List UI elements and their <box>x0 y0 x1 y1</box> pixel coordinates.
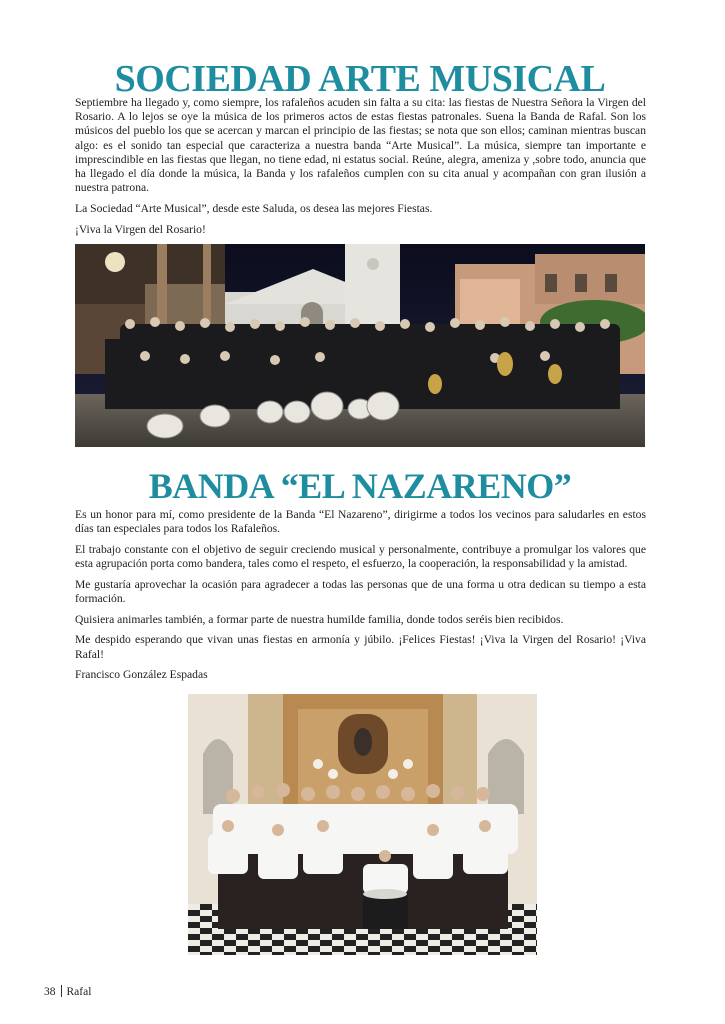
page-number: 38 <box>44 986 56 998</box>
el-nazareno-paragraph: Quisiera animarles también, a formar parte de nuestra humilde familia, donde todos seréis bien recibidos. <box>75 612 564 626</box>
youth-band-church-photo <box>188 694 537 955</box>
el-nazareno-paragraph: El trabajo constante con el objetivo de seguir creciendo musical y personalmente, contribuye a promulgar los valores que esta agrupación porta como bandera, tales como el respeto, el esfuerzo, la cooperación, la responsabilidad y la amistad. <box>75 542 646 571</box>
arte-musical-paragraph: ¡Viva la Virgen del Rosario! <box>75 222 206 236</box>
arte-musical-paragraph: Septiembre ha llegado y, como siempre, los rafaleños acuden sin falta a su cita: las fiestas de Nuestra Señora la Virgen del Rosario. A lo lejos se oye la música de los primeros actos de estas fiestas patronales. Suena la Banda de Rafal. Son los músicos del pueblo los que se acercan y marcan el principio de las fiestas; se nota que son ellos; caminan mientras buscan algo: es el sonido tan especial que caracteriza a nuestra banda “Arte Musical”. La música, siempre tan importante e imprescindible en las fiestas que llegan, no tiene edad, ni estatus social. Reúne, alegra, ameniza y ,sobre todo, anuncia que ha llegado el día donde la música, la Banda y los rafaleños cumplen con su cita anual y acompañan con gran ilusión a nuestra patrona. <box>75 96 646 195</box>
section-title-el-nazareno: BANDA “EL NAZARENO” <box>148 466 572 506</box>
el-nazareno-paragraph: Es un honor para mí, como presidente de la Banda “El Nazareno”, dirigirme a todos los vecinos para saludarles en estos días tan especiales para todos los Rafaleños. <box>75 508 646 536</box>
youth-band-church-photo-image <box>188 694 537 955</box>
el-nazareno-paragraph: Me despido esperando que vivan unas fiestas en armonía y júbilo. ¡Felices Fiestas! ¡Viva la Virgen del Rosario! ¡Viva Rafal! <box>75 633 646 661</box>
section-title-arte-musical: SOCIEDAD ARTE MUSICAL <box>114 58 606 100</box>
band-night-photo <box>75 244 645 447</box>
arte-musical-paragraph: La Sociedad “Arte Musical”, desde este Saluda, os desea las mejores Fiestas. <box>75 201 433 215</box>
el-nazareno-signature: Francisco González Espadas <box>75 668 208 682</box>
arte-musical-text <box>75 96 646 243</box>
page-footer <box>44 985 91 998</box>
publication-name: Rafal <box>66 986 92 998</box>
footer-divider <box>61 985 62 997</box>
band-night-photo-image <box>75 244 645 447</box>
el-nazareno-paragraph: Me gustaría aprovechar la ocasión para agradecer a todas las personas que de una forma u otra dedican su tiempo a esta formación. <box>75 577 646 606</box>
el-nazareno-text <box>75 508 646 689</box>
